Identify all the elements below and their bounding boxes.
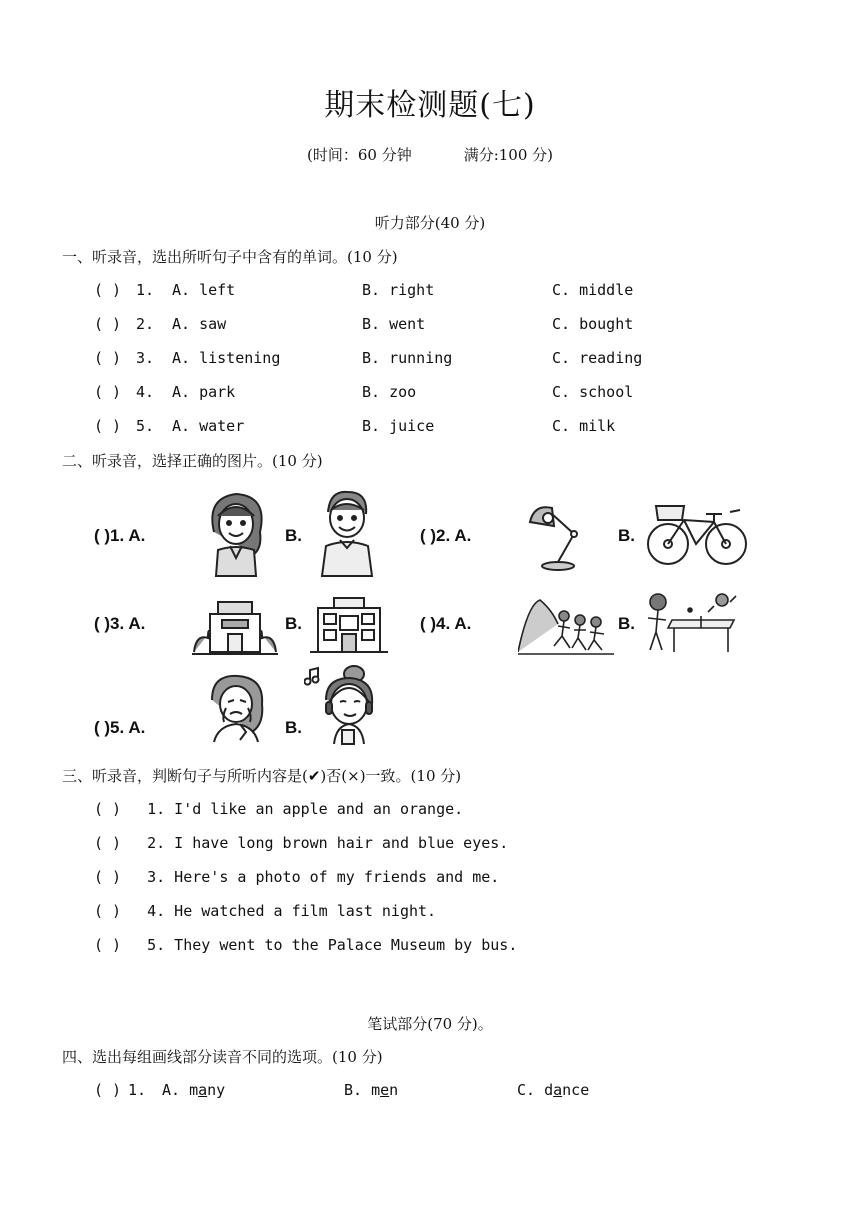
answer-blank[interactable]: ( ) xyxy=(94,902,122,920)
school-building-icon xyxy=(308,594,390,656)
underlined-letter: e xyxy=(380,1081,390,1099)
section2-heading: 二、听录音，选择正确的图片。(10 分) xyxy=(62,452,323,470)
option-a: A. left xyxy=(172,281,236,299)
picture-question-label: ( )3. A. xyxy=(94,614,146,633)
sentence-text: 5. They went to the Palace Museum by bus. xyxy=(147,936,518,954)
answer-blank[interactable]: ( ) xyxy=(94,1081,122,1099)
boy-icon xyxy=(316,486,376,578)
option-b: B. zoo xyxy=(362,383,417,401)
judgment-row xyxy=(94,868,499,886)
full-score: 满分:100 分) xyxy=(463,146,554,164)
picture-question-label: ( )1. A. xyxy=(94,526,146,545)
section3-heading: 三、听录音，判断句子与所听内容是(✔)否(×)一致。(10 分) xyxy=(62,767,462,785)
option-b: B. right xyxy=(362,281,435,299)
answer-blank[interactable]: ( ) xyxy=(94,834,122,852)
time-limit: (时间：60 分钟 xyxy=(306,146,412,164)
option-c: C. school xyxy=(552,383,634,401)
answer-blank[interactable]: ( ) xyxy=(94,383,122,401)
option-c: C. middle xyxy=(552,281,634,299)
table-tennis-icon xyxy=(644,590,740,656)
underlined-letter: a xyxy=(553,1081,563,1099)
shop-building-icon xyxy=(192,598,278,656)
question-number: 5. xyxy=(136,417,155,435)
question-number: 4. xyxy=(136,383,155,401)
picture-question-label: ( )5. A. xyxy=(94,718,146,737)
option-b-label: B. xyxy=(285,526,302,545)
option-a: A. park xyxy=(172,383,236,401)
page-title: 期末检测题(七) xyxy=(324,88,536,123)
judgment-row xyxy=(94,834,508,852)
option-a: A. water xyxy=(172,417,245,435)
option-b: B. juice xyxy=(362,417,435,435)
sentence-text: 2. I have long brown hair and blue eyes. xyxy=(147,834,509,852)
option-c: C. dance xyxy=(517,1081,590,1099)
picture-question-label: ( )4. A. xyxy=(420,614,472,633)
option-c: C. reading xyxy=(552,349,643,367)
sentence-text: 4. He watched a film last night. xyxy=(147,902,437,920)
option-a: A. saw xyxy=(172,315,227,333)
option-b-label: B. xyxy=(618,526,635,545)
option-a: A. listening xyxy=(172,349,281,367)
option-b: B. went xyxy=(362,315,426,333)
sentence-text: 3. Here's a photo of my friends and me. xyxy=(147,868,500,886)
option-b: B. running xyxy=(362,349,453,367)
exam-info xyxy=(0,144,860,165)
underlined-letter: a xyxy=(198,1081,208,1099)
option-a: A. many xyxy=(162,1081,226,1099)
option-b-label: B. xyxy=(618,614,635,633)
option-b-label: B. xyxy=(285,614,302,633)
question-number: 2. xyxy=(136,315,155,333)
crying-girl-icon xyxy=(200,670,272,744)
option-b-label: B. xyxy=(285,718,302,737)
answer-blank[interactable]: ( ) xyxy=(94,315,122,333)
listening-part-heading: 听力部分(40 分) xyxy=(374,214,486,232)
writing-part-heading: 笔试部分(70 分)。 xyxy=(367,1015,493,1033)
judgment-row xyxy=(94,902,436,920)
question-number: 3. xyxy=(136,349,155,367)
answer-blank[interactable]: ( ) xyxy=(94,936,122,954)
music-girl-icon xyxy=(304,664,380,746)
judgment-row xyxy=(94,936,517,954)
answer-blank[interactable]: ( ) xyxy=(94,800,122,818)
option-c: C. milk xyxy=(552,417,616,435)
picture-question-label: ( )2. A. xyxy=(420,526,472,545)
sentence-text: 1. I'd like an apple and an orange. xyxy=(147,800,464,818)
judgment-row xyxy=(94,800,463,818)
girl-icon xyxy=(196,488,278,578)
lamp-icon xyxy=(524,500,586,572)
bicycle-icon xyxy=(644,500,750,568)
running-children-icon xyxy=(518,594,614,656)
question-number: 1. xyxy=(136,281,155,299)
question-number: 1. xyxy=(128,1081,147,1099)
option-c: C. bought xyxy=(552,315,634,333)
answer-blank[interactable]: ( ) xyxy=(94,868,122,886)
answer-blank[interactable]: ( ) xyxy=(94,349,122,367)
option-b: B. men xyxy=(344,1081,399,1099)
section1-heading: 一、听录音，选出所听句子中含有的单词。(10 分) xyxy=(62,248,398,266)
answer-blank[interactable]: ( ) xyxy=(94,281,122,299)
section4-heading: 四、选出每组画线部分读音不同的选项。(10 分) xyxy=(62,1048,383,1066)
answer-blank[interactable]: ( ) xyxy=(94,417,122,435)
